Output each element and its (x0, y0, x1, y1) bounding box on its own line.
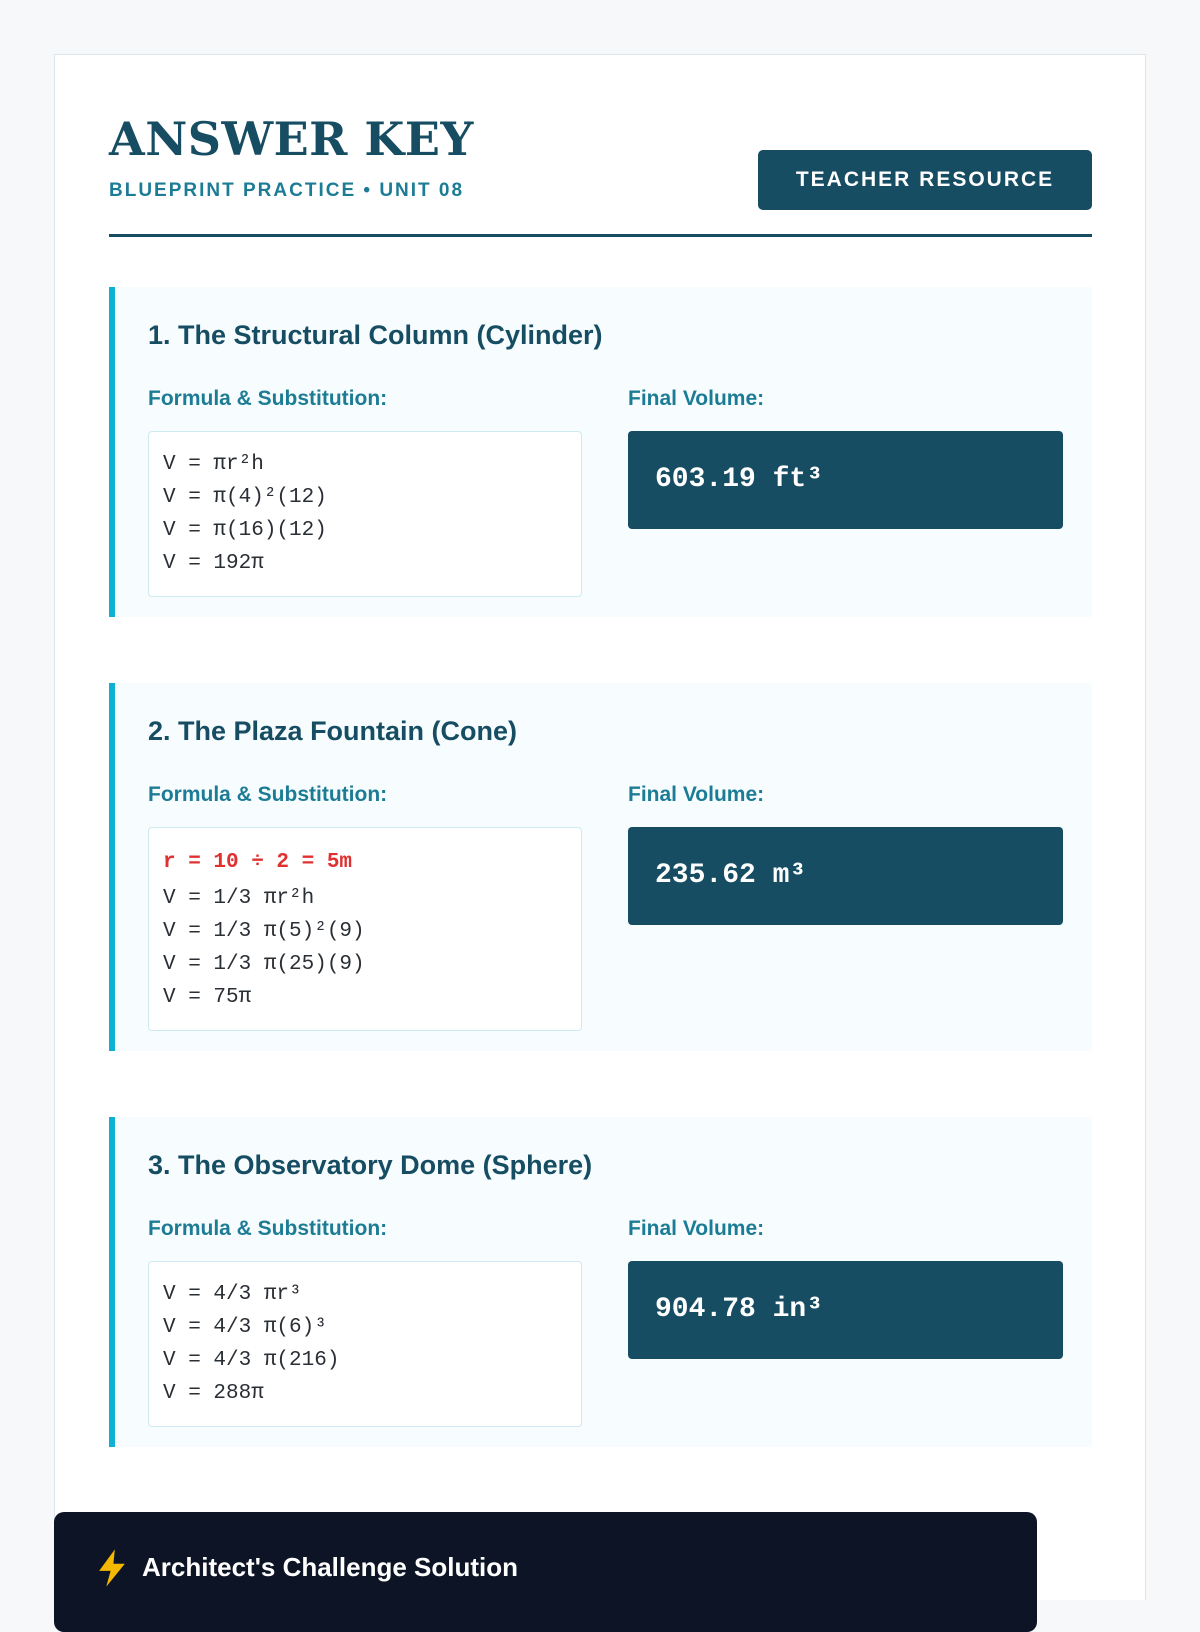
final-volume-value: 603.19 ft³ (628, 431, 1063, 529)
final-volume-value: 904.78 in³ (628, 1261, 1063, 1359)
final-volume-label: Final Volume: (628, 1217, 765, 1240)
formula-box (148, 1261, 582, 1427)
formula-step: V = 1/3 π(5)²(9) (163, 920, 365, 943)
formula-label: Formula & Substitution: (148, 1217, 388, 1240)
challenge-title: Architect's Challenge Solution (142, 1552, 519, 1582)
header (109, 113, 1092, 237)
formula-step: V = π(16)(12) (163, 519, 327, 542)
formula-step: V = 288π (163, 1382, 264, 1405)
formula-step: V = 4/3 πr³ (163, 1283, 302, 1306)
problem-title: 2. The Plaza Fountain (Cone) (148, 716, 518, 746)
final-volume-label: Final Volume: (628, 387, 765, 410)
formula-step: V = π(4)²(12) (163, 486, 327, 509)
formula-label: Formula & Substitution: (148, 387, 388, 410)
formula-step: V = 4/3 π(216) (163, 1349, 340, 1372)
problem-title: 1. The Structural Column (Cylinder) (148, 320, 603, 350)
problem-card-cone (109, 683, 1092, 1051)
final-volume-value: 235.62 m³ (628, 827, 1063, 925)
formula-label: Formula & Substitution: (148, 783, 388, 806)
problem-card-cylinder (109, 287, 1092, 617)
formula-box (148, 827, 582, 1031)
final-volume-label: Final Volume: (628, 783, 765, 806)
formula-box (148, 431, 582, 597)
architect-challenge-panel (54, 1512, 1037, 1632)
lightning-icon (94, 1548, 130, 1588)
formula-step: V = 1/3 πr²h (163, 887, 315, 910)
formula-step: V = 1/3 π(25)(9) (163, 953, 365, 976)
problem-title: 3. The Observatory Dome (Sphere) (148, 1150, 593, 1180)
formula-step: V = 192π (163, 552, 264, 575)
page-subtitle: BLUEPRINT PRACTICE • UNIT 08 (109, 180, 465, 201)
formula-step: V = πr²h (163, 453, 264, 476)
problem-card-sphere (109, 1117, 1092, 1447)
radius-calculation: r = 10 ÷ 2 = 5m (163, 851, 353, 874)
teacher-resource-badge: TEACHER RESOURCE (758, 150, 1092, 210)
answer-key-sheet (54, 54, 1146, 1600)
formula-step: V = 4/3 π(6)³ (163, 1316, 327, 1339)
page-title: ANSWER KEY (109, 112, 474, 166)
formula-step: V = 75π (163, 986, 252, 1009)
